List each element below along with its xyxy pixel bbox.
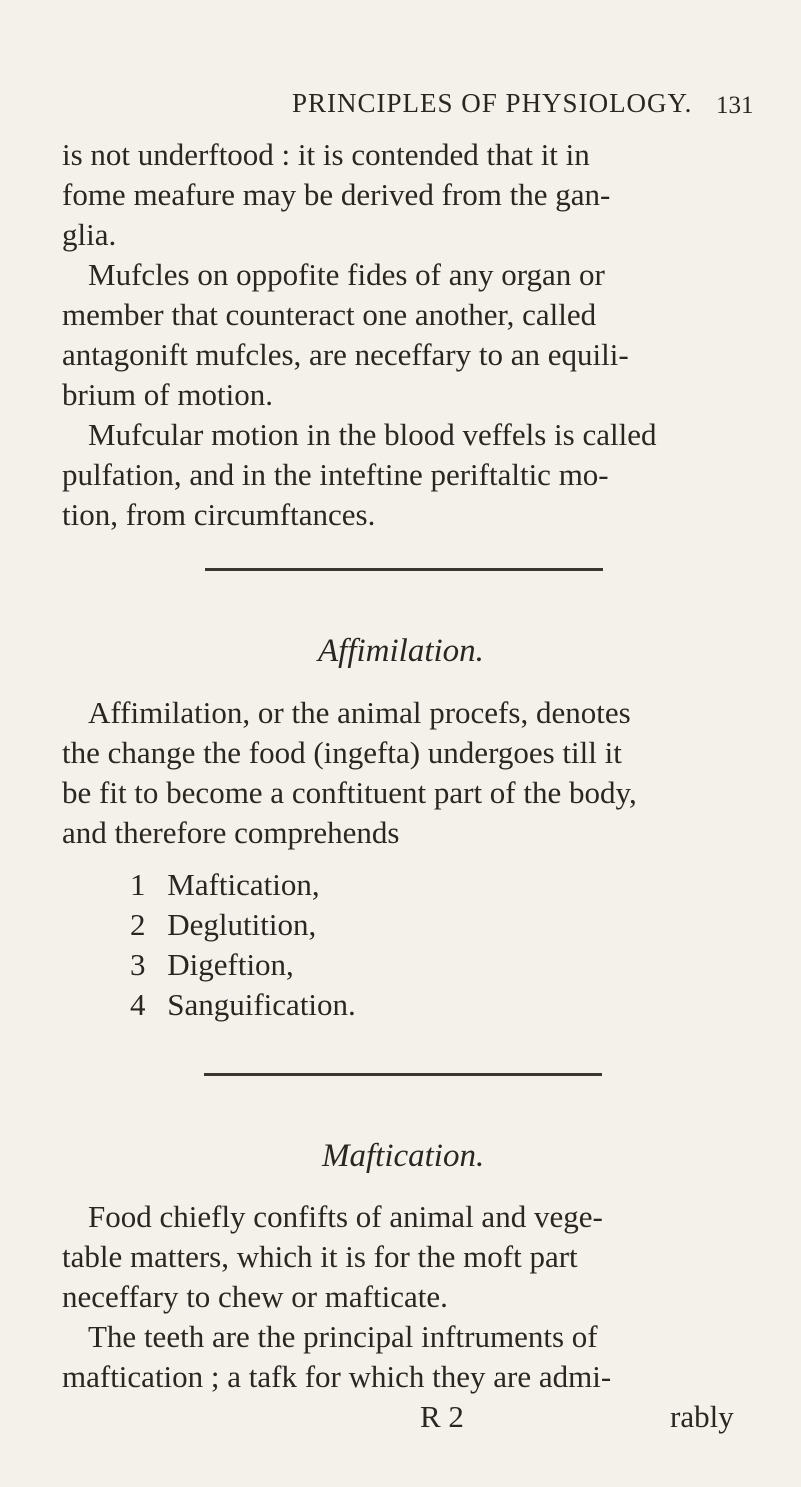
section-title: Affimilation. [318,633,484,669]
signature-mark: R 2 [420,1399,464,1434]
text-line: neceffary to chew or mafticate. [62,1279,448,1314]
text-line: be fit to become a conftituent part of the body, [62,775,637,810]
list-item [130,985,356,1025]
running-head: PRINCIPLES OF PHYSIOLOGY. [292,88,693,118]
text-line: Mufcles on oppofite fides of any organ or [88,257,605,292]
page-header [0,88,801,128]
section-divider [204,1073,602,1076]
list-label: Maftication, [167,867,320,902]
section-title: Maftication. [322,1138,485,1174]
text-line: Affimilation, or the animal procefs, denotes [88,695,631,730]
list-label: Digeftion, [167,947,294,982]
list-number: 1 [130,867,146,902]
text-line: member that counteract one another, called [62,297,597,332]
text-line: and therefore comprehends [62,815,400,850]
list-item [130,945,294,985]
list-label: Deglutition, [167,907,317,942]
list-item [130,905,316,945]
text-line: brium of motion. [62,377,273,412]
text-line: tion, from circumftances. [62,497,376,532]
text-line: table matters, which it is for the moft part [62,1239,578,1274]
text-line: pulfation, and in the inteftine periftaltic mo- [62,457,609,492]
list-label: Sanguification. [167,987,356,1022]
text-line: fome meafure may be derived from the gan- [62,177,611,212]
text-line: the change the food (ingefta) undergoes till it [62,735,622,770]
list-number: 3 [130,947,146,982]
list-number: 2 [130,907,146,942]
list-item [130,865,320,905]
list-number: 4 [130,987,146,1022]
text-line: Food chiefly confifts of animal and vege- [88,1199,603,1234]
text-line: Mufcular motion in the blood veffels is called [88,417,657,452]
page-number: 131 [716,92,754,119]
catchword: rably [670,1399,734,1434]
text-line: The teeth are the principal inftruments of [88,1319,598,1354]
text-line: maftication ; a tafk for which they are admi- [62,1359,612,1394]
text-line: antagonift mufcles, are neceffary to an equili- [62,337,629,372]
section-divider [205,568,603,571]
text-line: glia. [62,217,117,252]
text-line: is not underftood : it is contended that it in [62,137,590,172]
